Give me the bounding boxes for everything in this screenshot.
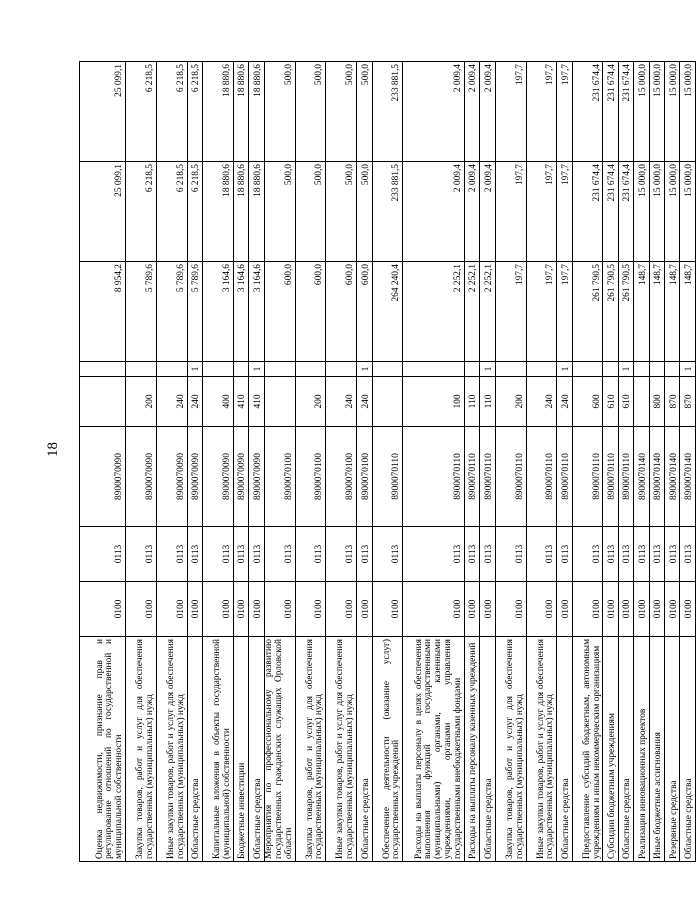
cell-csr: 8900070110 (495, 427, 526, 527)
table-row (557, 62, 572, 862)
table-row (680, 62, 695, 862)
cell-vr: 200 (126, 377, 157, 427)
cell-v2: 2 009,4 (403, 162, 465, 262)
cell-v2: 197,7 (526, 162, 557, 262)
cell-v1: 261 790,5 (618, 262, 633, 362)
table-row (264, 62, 295, 862)
cell-pr: 0113 (572, 527, 603, 582)
cell-x (233, 362, 248, 377)
cell-rz: 0100 (249, 582, 264, 637)
cell-v3: 500,0 (326, 62, 357, 162)
cell-v3: 197,7 (526, 62, 557, 162)
cell-pr: 0113 (233, 527, 248, 582)
cell-v3: 500,0 (295, 62, 326, 162)
cell-pr: 0113 (357, 527, 372, 582)
cell-rz: 0100 (634, 582, 649, 637)
cell-csr: 8900070090 (203, 427, 234, 527)
cell-vr: 110 (464, 377, 479, 427)
cell-v2: 18 880,6 (249, 162, 264, 262)
cell-v1: 148,7 (634, 262, 649, 362)
cell-v1: 600,0 (326, 262, 357, 362)
cell-pr: 0113 (603, 527, 618, 582)
cell-x (264, 362, 295, 377)
cell-x: 1 (187, 362, 202, 377)
cell-csr: 8900070110 (603, 427, 618, 527)
cell-pr: 0113 (464, 527, 479, 582)
cell-pr: 0113 (634, 527, 649, 582)
cell-name: Иные закупки товаров, работ и услуг для обеспечения государственных (муниципальных) нужд (526, 637, 557, 862)
cell-name: Субсидии бюджетным учреждениям (603, 637, 618, 862)
cell-vr: 240 (156, 377, 187, 427)
cell-vr: 400 (203, 377, 234, 427)
table-row (80, 62, 126, 862)
cell-v1: 197,7 (526, 262, 557, 362)
cell-vr: 240 (557, 377, 572, 427)
cell-name: Мероприятия по профессиональному развитию государственных гражданских служащих Орловской области (264, 637, 295, 862)
cell-v1: 5 789,6 (156, 262, 187, 362)
cell-v3: 2 009,4 (480, 62, 495, 162)
cell-v2: 500,0 (264, 162, 295, 262)
cell-x: 1 (480, 362, 495, 377)
cell-pr: 0113 (187, 527, 202, 582)
cell-csr: 8900070110 (403, 427, 465, 527)
cell-vr: 410 (233, 377, 248, 427)
table-row (295, 62, 326, 862)
cell-csr: 8900070110 (464, 427, 479, 527)
cell-pr: 0113 (680, 527, 695, 582)
cell-name: Реализация инновационных проектов (634, 637, 649, 862)
cell-x (603, 362, 618, 377)
cell-pr: 0113 (649, 527, 664, 582)
cell-name: Закупка товаров, работ и услуг для обеспечения государственных (муниципальных) нужд (495, 637, 526, 862)
cell-v1: 3 164,6 (249, 262, 264, 362)
cell-v3: 6 218,5 (187, 62, 202, 162)
cell-v1: 3 164,6 (203, 262, 234, 362)
cell-rz: 0100 (372, 582, 403, 637)
cell-name: Областные средства (480, 637, 495, 862)
cell-v3: 15 000,0 (680, 62, 695, 162)
cell-vr: 200 (495, 377, 526, 427)
cell-x (403, 362, 465, 377)
cell-name: Областные средства (187, 637, 202, 862)
cell-x (634, 362, 649, 377)
cell-rz: 0100 (403, 582, 465, 637)
cell-v3: 18 880,6 (233, 62, 248, 162)
cell-rz: 0100 (603, 582, 618, 637)
cell-x (372, 362, 403, 377)
cell-vr: 600 (572, 377, 603, 427)
cell-v3: 500,0 (357, 62, 372, 162)
table-row (249, 62, 264, 862)
cell-v2: 6 218,5 (126, 162, 157, 262)
cell-name: Областные средства (618, 637, 633, 862)
cell-v3: 231 674,4 (603, 62, 618, 162)
cell-rz: 0100 (464, 582, 479, 637)
cell-v2: 15 000,0 (634, 162, 649, 262)
cell-rz: 0100 (557, 582, 572, 637)
table-row (665, 62, 680, 862)
cell-csr: 8900070110 (526, 427, 557, 527)
cell-csr: 8900070140 (634, 427, 649, 527)
cell-v2: 2 009,4 (464, 162, 479, 262)
cell-csr: 8900070090 (233, 427, 248, 527)
cell-vr: 870 (665, 377, 680, 427)
cell-vr (372, 377, 403, 427)
cell-v3: 197,7 (495, 62, 526, 162)
cell-v3: 6 218,5 (156, 62, 187, 162)
cell-name: Областные средства (249, 637, 264, 862)
cell-rz: 0100 (156, 582, 187, 637)
cell-pr: 0113 (665, 527, 680, 582)
cell-name: Обеспечение деятельности (оказание услуг) государственных учреждений (372, 637, 403, 862)
cell-v1: 2 252,1 (464, 262, 479, 362)
cell-v1: 148,7 (680, 262, 695, 362)
cell-v2: 231 674,4 (618, 162, 633, 262)
cell-name: Закупка товаров, работ и услуг для обеспечения государственных (муниципальных) нужд (126, 637, 157, 862)
cell-csr: 8900070110 (618, 427, 633, 527)
table-row (357, 62, 372, 862)
cell-x (572, 362, 603, 377)
cell-v3: 15 000,0 (634, 62, 649, 162)
cell-v1: 2 252,1 (403, 262, 465, 362)
cell-pr: 0113 (295, 527, 326, 582)
cell-v1: 600,0 (295, 262, 326, 362)
cell-v1: 197,7 (495, 262, 526, 362)
cell-csr: 8900070090 (249, 427, 264, 527)
cell-v2: 231 674,4 (572, 162, 603, 262)
cell-rz: 0100 (618, 582, 633, 637)
cell-x: 1 (557, 362, 572, 377)
cell-v3: 231 674,4 (618, 62, 633, 162)
cell-v2: 25 099,1 (80, 162, 126, 262)
cell-vr: 100 (403, 377, 465, 427)
cell-v3: 231 674,4 (572, 62, 603, 162)
cell-name: Областные средства (680, 637, 695, 862)
table-row (480, 62, 495, 862)
cell-rz: 0100 (264, 582, 295, 637)
table-row (572, 62, 603, 862)
cell-v1: 148,7 (665, 262, 680, 362)
cell-vr: 200 (295, 377, 326, 427)
cell-vr: 800 (649, 377, 664, 427)
cell-vr (634, 377, 649, 427)
cell-pr: 0113 (480, 527, 495, 582)
cell-v1: 8 954,2 (80, 262, 126, 362)
cell-csr: 8900070100 (264, 427, 295, 527)
cell-rz: 0100 (357, 582, 372, 637)
cell-x (649, 362, 664, 377)
cell-x (526, 362, 557, 377)
cell-v3: 18 880,6 (203, 62, 234, 162)
cell-v1: 5 789,6 (126, 262, 157, 362)
table-row (372, 62, 403, 862)
cell-v3: 6 218,5 (126, 62, 157, 162)
table-row (618, 62, 633, 862)
table-row (464, 62, 479, 862)
cell-pr: 0113 (264, 527, 295, 582)
cell-rz: 0100 (326, 582, 357, 637)
cell-csr: 8900070100 (357, 427, 372, 527)
cell-v1: 5 789,6 (187, 262, 202, 362)
cell-x: 1 (618, 362, 633, 377)
cell-rz: 0100 (203, 582, 234, 637)
cell-vr: 870 (680, 377, 695, 427)
cell-rz: 0100 (295, 582, 326, 637)
cell-rz: 0100 (480, 582, 495, 637)
cell-vr: 110 (480, 377, 495, 427)
cell-v3: 2 009,4 (464, 62, 479, 162)
cell-v3: 197,7 (557, 62, 572, 162)
cell-vr: 240 (187, 377, 202, 427)
cell-v1: 600,0 (357, 262, 372, 362)
cell-rz: 0100 (649, 582, 664, 637)
cell-csr: 8900070110 (372, 427, 403, 527)
cell-pr: 0113 (557, 527, 572, 582)
cell-name: Областные средства (357, 637, 372, 862)
cell-v2: 2 009,4 (480, 162, 495, 262)
cell-name: Иные закупки товаров, работ и услуг для обеспечения государственных (муниципальных) нужд (326, 637, 357, 862)
cell-pr: 0113 (80, 527, 126, 582)
cell-x (665, 362, 680, 377)
cell-vr: 240 (357, 377, 372, 427)
cell-csr: 8900070090 (187, 427, 202, 527)
cell-v3: 2 009,4 (403, 62, 465, 162)
cell-v1: 261 790,5 (572, 262, 603, 362)
cell-x (203, 362, 234, 377)
cell-vr: 240 (326, 377, 357, 427)
cell-csr: 8900070110 (557, 427, 572, 527)
cell-x (326, 362, 357, 377)
cell-vr (264, 377, 295, 427)
cell-csr: 8900070090 (80, 427, 126, 527)
cell-pr: 0113 (403, 527, 465, 582)
table-row (156, 62, 187, 862)
cell-csr: 8900070110 (480, 427, 495, 527)
cell-rz: 0100 (665, 582, 680, 637)
cell-pr: 0113 (156, 527, 187, 582)
budget-table-body (80, 62, 696, 862)
cell-rz: 0100 (526, 582, 557, 637)
table-row (233, 62, 248, 862)
cell-csr: 8900070140 (649, 427, 664, 527)
budget-table (79, 61, 696, 862)
table-row (526, 62, 557, 862)
cell-csr: 8900070140 (680, 427, 695, 527)
cell-x: 1 (249, 362, 264, 377)
cell-vr (80, 377, 126, 427)
cell-x: 1 (357, 362, 372, 377)
cell-rz: 0100 (80, 582, 126, 637)
cell-v2: 6 218,5 (187, 162, 202, 262)
cell-rz: 0100 (495, 582, 526, 637)
table-row (203, 62, 234, 862)
cell-v2: 231 674,4 (603, 162, 618, 262)
cell-x (126, 362, 157, 377)
cell-name: Расходы на выплаты персоналу казенных учреждений (464, 637, 479, 862)
table-row (403, 62, 465, 862)
cell-rz: 0100 (680, 582, 695, 637)
cell-csr: 8900070100 (295, 427, 326, 527)
cell-v2: 18 880,6 (203, 162, 234, 262)
cell-x: 1 (680, 362, 695, 377)
cell-csr: 8900070100 (326, 427, 357, 527)
cell-name: Областные средства (557, 637, 572, 862)
cell-vr: 410 (249, 377, 264, 427)
cell-name: Резервные средства (665, 637, 680, 862)
cell-v3: 25 099,1 (80, 62, 126, 162)
cell-v1: 261 790,5 (603, 262, 618, 362)
cell-x (295, 362, 326, 377)
cell-v2: 15 000,0 (665, 162, 680, 262)
cell-v2: 15 000,0 (649, 162, 664, 262)
cell-pr: 0113 (618, 527, 633, 582)
cell-name: Предоставление субсидий бюджетным, автономным учреждениям и иным некоммерческим организациям (572, 637, 603, 862)
cell-x (80, 362, 126, 377)
cell-csr: 8900070110 (572, 427, 603, 527)
cell-rz: 0100 (126, 582, 157, 637)
cell-pr: 0113 (203, 527, 234, 582)
cell-v2: 6 218,5 (156, 162, 187, 262)
rotated-table-container (79, 62, 694, 862)
cell-x (495, 362, 526, 377)
table-row (603, 62, 618, 862)
cell-name: Оценка недвижимости, признание прав и регулирование отношений по государственной и муниципальной собственности (80, 637, 126, 862)
cell-rz: 0100 (233, 582, 248, 637)
cell-rz: 0100 (187, 582, 202, 637)
cell-pr: 0113 (495, 527, 526, 582)
cell-name: Иные бюджетные ассигнования (649, 637, 664, 862)
cell-name: Бюджетные инвестиции (233, 637, 248, 862)
table-row (649, 62, 664, 862)
cell-v3: 18 880,6 (249, 62, 264, 162)
cell-v1: 197,7 (557, 262, 572, 362)
cell-csr: 8900070090 (156, 427, 187, 527)
cell-pr: 0113 (326, 527, 357, 582)
cell-v1: 2 252,1 (480, 262, 495, 362)
cell-v2: 500,0 (326, 162, 357, 262)
cell-vr: 610 (603, 377, 618, 427)
cell-csr: 8900070140 (665, 427, 680, 527)
cell-v2: 197,7 (495, 162, 526, 262)
cell-name: Иные закупки товаров, работ и услуг для обеспечения государственных (муниципальных) нужд (156, 637, 187, 862)
cell-v2: 18 880,6 (233, 162, 248, 262)
table-row (126, 62, 157, 862)
table-row (187, 62, 202, 862)
cell-v1: 600,0 (264, 262, 295, 362)
cell-v2: 500,0 (295, 162, 326, 262)
cell-pr: 0113 (126, 527, 157, 582)
table-row (326, 62, 357, 862)
cell-vr: 610 (618, 377, 633, 427)
cell-x (464, 362, 479, 377)
cell-name: Капитальные вложения в объекты государственной (муниципальной) собственности (203, 637, 234, 862)
cell-pr: 0113 (526, 527, 557, 582)
cell-vr: 240 (526, 377, 557, 427)
cell-pr: 0113 (249, 527, 264, 582)
cell-v1: 3 164,6 (233, 262, 248, 362)
cell-v3: 15 000,0 (665, 62, 680, 162)
cell-v2: 233 881,5 (372, 162, 403, 262)
table-row (495, 62, 526, 862)
cell-v1: 264 240,4 (372, 262, 403, 362)
cell-v3: 500,0 (264, 62, 295, 162)
cell-rz: 0100 (572, 582, 603, 637)
cell-v2: 500,0 (357, 162, 372, 262)
cell-v2: 197,7 (557, 162, 572, 262)
page-number: 18 (45, 442, 61, 457)
table-row (634, 62, 649, 862)
cell-pr: 0113 (372, 527, 403, 582)
cell-v1: 148,7 (649, 262, 664, 362)
cell-name: Расходы на выплаты персоналу в целях обеспечения выполнения функций государственными (муниципальными) органами, казенными учреждениями, органами управления государственными внебюджетными фондами (403, 637, 465, 862)
cell-name: Закупка товаров, работ и услуг для обеспечения государственных (муниципальных) нужд (295, 637, 326, 862)
cell-csr: 8900070090 (126, 427, 157, 527)
cell-v3: 233 881,5 (372, 62, 403, 162)
cell-v3: 15 000,0 (649, 62, 664, 162)
cell-x (156, 362, 187, 377)
cell-v2: 15 000,0 (680, 162, 695, 262)
